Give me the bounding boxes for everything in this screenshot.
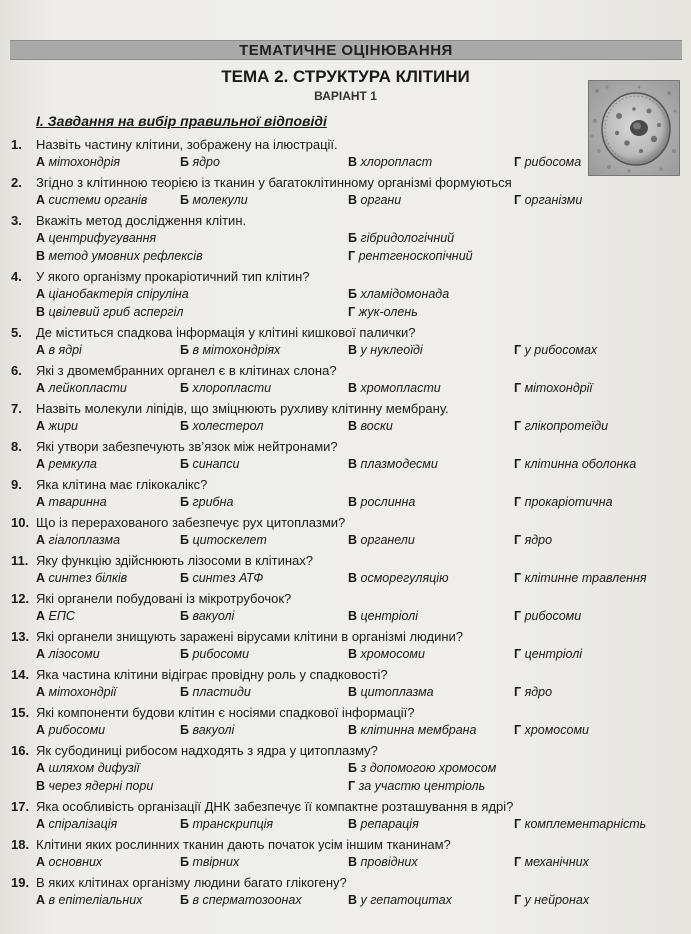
answer-option-11-4[interactable]: [514, 571, 647, 586]
question-text: Яка особливість організації ДНК забезпечує її компактне розташування в ядрі?: [36, 799, 514, 814]
option-letter: В: [348, 457, 358, 471]
option-text: хромопласти: [360, 381, 441, 395]
option-text: вакуолі: [192, 609, 235, 623]
option-text: в епітеліальних: [48, 893, 143, 907]
answer-option-11-2[interactable]: [180, 571, 263, 586]
answer-option-10-1[interactable]: [36, 533, 120, 548]
answer-option-15-3[interactable]: [348, 723, 477, 738]
answer-option-9-1[interactable]: [36, 495, 107, 510]
option-text: органели: [360, 533, 415, 547]
option-text: цвілевий гриб аспергіл: [48, 305, 184, 319]
answer-option-12-2[interactable]: [180, 609, 234, 624]
assessment-banner: ТЕМАТИЧНЕ ОЦІНЮВАННЯ: [10, 40, 682, 60]
question-2: [11, 175, 512, 191]
question-number: 1.: [11, 137, 22, 152]
option-text: лейкопласти: [48, 381, 127, 395]
answer-option-9-2[interactable]: [180, 495, 233, 510]
answer-option-13-2[interactable]: [180, 647, 249, 662]
option-letter: Б: [180, 457, 189, 471]
answer-option-9-3[interactable]: [348, 495, 415, 510]
question-text: У якого організму прокаріотичний тип клітин?: [36, 269, 310, 284]
option-text: хлоропласт: [360, 155, 433, 169]
option-letter: В: [36, 305, 46, 319]
option-text: у нуклеоїді: [360, 343, 423, 357]
question-number: 11.: [11, 553, 29, 568]
option-text: мітохондрії: [524, 381, 593, 395]
question-12: [11, 591, 291, 607]
question-text: Що із перерахованого забезпечує рух цитоплазми?: [36, 515, 346, 530]
answer-option-17-3[interactable]: [348, 817, 419, 832]
question-number: 17.: [11, 799, 30, 814]
option-text: спіралізація: [48, 817, 118, 831]
question-number: 8.: [11, 439, 22, 454]
question-text: Які з двомембранних органел є в клітинах слона?: [36, 363, 337, 378]
option-text: комплементарність: [524, 817, 647, 831]
option-letter: Б: [180, 855, 189, 869]
answer-option-3-4[interactable]: [348, 249, 473, 264]
option-letter: А: [36, 231, 46, 245]
question-14: [11, 667, 388, 683]
option-text: хламідомонада: [360, 287, 450, 301]
answer-option-19-4[interactable]: [514, 893, 589, 908]
option-letter: Г: [514, 855, 522, 869]
answer-option-6-3[interactable]: [348, 381, 441, 396]
option-text: твірних: [192, 855, 240, 869]
option-letter: В: [348, 817, 358, 831]
option-text: у нейронах: [524, 893, 590, 907]
option-text: ядро: [192, 155, 220, 169]
variant-label: ВАРІАНТ 1: [314, 89, 377, 103]
question-text: Яку функцію здійснюють лізосоми в клітинах?: [36, 553, 313, 568]
option-text: транскрипція: [192, 817, 274, 831]
option-letter: Б: [180, 817, 189, 831]
option-letter: Г: [514, 685, 522, 699]
option-text: тваринна: [48, 495, 107, 509]
question-number: 5.: [11, 325, 22, 340]
option-letter: В: [348, 609, 358, 623]
question-text: Назвіть частину клітини, зображену на ілюстрації.: [36, 137, 338, 152]
answer-option-2-4[interactable]: [514, 193, 582, 208]
option-text: ядро: [524, 533, 553, 547]
answer-option-15-1[interactable]: [36, 723, 105, 738]
option-letter: Г: [514, 817, 522, 831]
option-text: рибосома: [524, 155, 582, 169]
question-text: Згідно з клітинною теорією із тканин у багатоклітинному організмі формуються: [36, 175, 512, 190]
option-letter: А: [36, 647, 46, 661]
option-letter: А: [36, 723, 46, 737]
option-letter: Б: [180, 381, 189, 395]
option-text: в ядрі: [48, 343, 82, 357]
answer-option-19-1[interactable]: [36, 893, 142, 908]
answer-option-10-4[interactable]: [514, 533, 552, 548]
option-text: за участю центріоль: [358, 779, 486, 793]
option-text: мітохондрії: [48, 685, 117, 699]
question-5: [11, 325, 416, 341]
option-text: організми: [524, 193, 583, 207]
option-letter: А: [36, 893, 46, 907]
option-text: шляхом дифузії: [48, 761, 140, 775]
option-letter: А: [36, 855, 46, 869]
answer-option-3-3[interactable]: [36, 249, 203, 264]
question-text: Клітини яких рослинних тканин дають початок усім іншим тканинам?: [36, 837, 451, 852]
option-text: рибосоми: [48, 723, 106, 737]
answer-option-8-1[interactable]: [36, 457, 97, 472]
option-text: з допомогою хромосом: [360, 761, 497, 775]
option-letter: А: [36, 495, 46, 509]
option-letter: Г: [514, 495, 522, 509]
option-letter: Б: [180, 571, 189, 585]
answer-option-14-3[interactable]: [348, 685, 434, 700]
answer-option-5-2[interactable]: [180, 343, 280, 358]
question-number: 10.: [11, 515, 30, 530]
answer-option-11-1[interactable]: [36, 571, 127, 586]
answer-option-12-4[interactable]: [514, 609, 581, 624]
question-text: Вкажіть метод дослідження клітин.: [36, 213, 247, 228]
option-letter: Б: [180, 647, 189, 661]
answer-option-7-4[interactable]: [514, 419, 608, 434]
question-6: [11, 363, 337, 379]
question-4: [11, 269, 310, 285]
question-19: [11, 875, 347, 891]
option-letter: В: [36, 249, 46, 263]
option-letter: А: [36, 533, 46, 547]
option-letter: Г: [514, 457, 522, 471]
answer-option-15-4[interactable]: [514, 723, 589, 738]
option-letter: Г: [514, 571, 522, 585]
answer-option-3-1[interactable]: [36, 231, 156, 246]
option-letter: В: [348, 193, 358, 207]
option-letter: В: [348, 155, 358, 169]
question-11: [11, 553, 313, 569]
question-text: Яка частина клітини відіграє провідну роль у спадковості?: [36, 667, 388, 682]
option-letter: В: [348, 893, 358, 907]
option-letter: Б: [180, 155, 189, 169]
question-17: [11, 799, 513, 815]
option-letter: В: [348, 343, 358, 357]
answer-option-15-2[interactable]: [180, 723, 234, 738]
question-text: Назвіть молекули ліпідів, що зміцнюють рухливу клітинну мембрану.: [36, 401, 449, 416]
answer-option-13-4[interactable]: [514, 647, 582, 662]
option-text: рибосоми: [192, 647, 250, 661]
answer-option-16-3[interactable]: [36, 779, 153, 794]
question-text: Яка клітина має глікокалікс?: [36, 477, 208, 492]
answer-option-17-4[interactable]: [514, 817, 646, 832]
answer-option-12-3[interactable]: [348, 609, 418, 624]
answer-option-1-4[interactable]: [514, 155, 581, 170]
answer-option-2-3[interactable]: [348, 193, 401, 208]
answer-option-14-1[interactable]: [36, 685, 116, 700]
option-text: основних: [48, 855, 103, 869]
answer-option-1-2[interactable]: [180, 155, 220, 170]
option-letter: В: [348, 723, 358, 737]
option-letter: Б: [348, 761, 357, 775]
question-number: 6.: [11, 363, 22, 378]
answer-option-7-1[interactable]: [36, 419, 78, 434]
option-text: плазмодесми: [360, 457, 438, 471]
question-number: 19.: [11, 875, 30, 890]
option-letter: В: [348, 647, 358, 661]
option-letter: В: [348, 533, 358, 547]
option-text: провідних: [360, 855, 418, 869]
answer-option-19-3[interactable]: [348, 893, 452, 908]
option-letter: Б: [180, 893, 189, 907]
question-13: [11, 629, 463, 645]
option-letter: Г: [514, 193, 522, 207]
option-text: молекули: [192, 193, 248, 207]
question-text: Які компоненти будови клітин є носіями спадкової інформації?: [36, 705, 415, 720]
question-number: 9.: [11, 477, 22, 492]
question-number: 4.: [11, 269, 22, 284]
question-3: [11, 213, 246, 229]
option-text: глікопротеїди: [524, 419, 609, 433]
option-letter: В: [348, 381, 358, 395]
option-text: рослинна: [360, 495, 416, 509]
option-letter: Г: [514, 723, 522, 737]
option-text: рентгеноскопічний: [358, 249, 473, 263]
option-letter: В: [348, 855, 358, 869]
answer-option-16-2[interactable]: [348, 761, 496, 776]
option-letter: Б: [180, 419, 189, 433]
answer-option-3-2[interactable]: [348, 231, 454, 246]
question-1: [11, 137, 338, 153]
option-text: гібридологічний: [360, 231, 455, 245]
answer-option-14-4[interactable]: [514, 685, 552, 700]
answer-option-19-2[interactable]: [180, 893, 302, 908]
option-text: гіалоплазма: [48, 533, 121, 547]
answer-option-5-3[interactable]: [348, 343, 423, 358]
question-18: [11, 837, 451, 853]
option-letter: А: [36, 685, 46, 699]
answer-option-14-2[interactable]: [180, 685, 251, 700]
option-letter: В: [348, 419, 358, 433]
option-letter: А: [36, 761, 46, 775]
answer-option-7-2[interactable]: [180, 419, 263, 434]
question-7: [11, 401, 449, 417]
option-text: цитоплазма: [360, 685, 434, 699]
option-text: механічних: [524, 855, 589, 869]
option-text: метод умовних рефлексів: [48, 249, 203, 263]
answer-option-8-3[interactable]: [348, 457, 438, 472]
option-letter: А: [36, 457, 46, 471]
answer-option-6-4[interactable]: [514, 381, 592, 396]
option-letter: А: [36, 609, 46, 623]
option-text: у рибосомах: [524, 343, 598, 357]
option-text: ремкула: [48, 457, 97, 471]
answer-option-5-1[interactable]: [36, 343, 82, 358]
option-text: жук-олень: [358, 305, 418, 319]
option-letter: А: [36, 343, 46, 357]
question-number: 2.: [11, 175, 22, 190]
option-text: жири: [48, 419, 78, 433]
question-text: Де міститься спадкова інформація у клітині кишкової палички?: [36, 325, 416, 340]
answer-option-10-2[interactable]: [180, 533, 267, 548]
answer-option-18-3[interactable]: [348, 855, 418, 870]
topic-title: ТЕМА 2. СТРУКТУРА КЛІТИНИ: [221, 67, 470, 86]
question-text: Які органели побудовані із мікротрубочок?: [36, 591, 292, 606]
option-text: центрифугування: [48, 231, 157, 245]
answer-option-9-4[interactable]: [514, 495, 613, 510]
option-text: холестерол: [192, 419, 264, 433]
option-letter: А: [36, 155, 46, 169]
option-text: через ядерні пори: [48, 779, 154, 793]
option-text: пластиди: [192, 685, 251, 699]
question-number: 14.: [11, 667, 30, 682]
option-text: синапси: [192, 457, 240, 471]
answer-option-5-4[interactable]: [514, 343, 597, 358]
answer-option-4-2[interactable]: [348, 287, 449, 302]
option-letter: Б: [180, 193, 189, 207]
option-letter: Б: [180, 723, 189, 737]
option-letter: Б: [348, 287, 357, 301]
question-text: В яких клітинах організму людини багато глікогену?: [36, 875, 347, 890]
option-text: ЕПС: [48, 609, 75, 623]
option-text: синтез білків: [48, 571, 128, 585]
option-text: мітохондрія: [48, 155, 121, 169]
option-text: репарація: [360, 817, 419, 831]
option-text: хлоропласти: [192, 381, 272, 395]
option-text: рибосоми: [524, 609, 582, 623]
option-text: воски: [360, 419, 393, 433]
question-9: [11, 477, 207, 493]
option-letter: Г: [514, 381, 522, 395]
answer-option-8-4[interactable]: [514, 457, 636, 472]
option-letter: В: [36, 779, 46, 793]
question-8: [11, 439, 338, 455]
option-text: лізосоми: [48, 647, 100, 661]
option-text: клітинна оболонка: [524, 457, 637, 471]
question-10: [11, 515, 345, 531]
question-text: Які утвори забезпечують зв’язок між нейтронами?: [36, 439, 338, 454]
option-text: ядро: [524, 685, 553, 699]
question-number: 13.: [11, 629, 30, 644]
option-letter: Г: [348, 249, 356, 263]
option-letter: Г: [514, 647, 522, 661]
option-letter: Г: [348, 305, 356, 319]
option-text: ціанобактерія спіруліна: [48, 287, 189, 301]
answer-option-11-3[interactable]: [348, 571, 448, 586]
option-letter: В: [348, 571, 358, 585]
answer-option-6-2[interactable]: [180, 381, 271, 396]
answer-option-2-2[interactable]: [180, 193, 248, 208]
option-letter: А: [36, 419, 46, 433]
option-text: клітинна мембрана: [360, 723, 477, 737]
option-letter: А: [36, 287, 46, 301]
option-text: системи органів: [48, 193, 148, 207]
option-text: осморегуляцію: [360, 571, 449, 585]
option-letter: Б: [180, 343, 189, 357]
option-letter: А: [36, 381, 46, 395]
option-text: в мітохондріях: [192, 343, 281, 357]
option-text: прокаріотична: [524, 495, 613, 509]
option-letter: Г: [514, 155, 522, 169]
option-letter: Б: [348, 231, 357, 245]
answer-option-13-3[interactable]: [348, 647, 425, 662]
option-letter: Г: [514, 343, 522, 357]
option-letter: В: [348, 685, 358, 699]
option-letter: В: [348, 495, 358, 509]
answer-option-4-4[interactable]: [348, 305, 418, 320]
option-letter: Б: [180, 495, 189, 509]
option-text: центріолі: [360, 609, 418, 623]
option-text: центріолі: [524, 647, 583, 661]
answer-option-17-2[interactable]: [180, 817, 273, 832]
option-text: у гепатоцитах: [360, 893, 452, 907]
question-number: 3.: [11, 213, 22, 228]
answer-option-6-1[interactable]: [36, 381, 127, 396]
option-letter: Г: [514, 893, 522, 907]
answer-option-18-1[interactable]: [36, 855, 102, 870]
option-letter: А: [36, 571, 46, 585]
option-letter: А: [36, 817, 46, 831]
option-letter: Б: [180, 609, 189, 623]
option-letter: Г: [514, 533, 522, 547]
option-text: хромосоми: [360, 647, 425, 661]
question-number: 15.: [11, 705, 30, 720]
answer-option-10-3[interactable]: [348, 533, 415, 548]
option-letter: Г: [348, 779, 356, 793]
answer-option-18-2[interactable]: [180, 855, 239, 870]
option-text: органи: [360, 193, 402, 207]
option-text: в сперматозоонах: [192, 893, 302, 907]
answer-option-16-1[interactable]: [36, 761, 139, 776]
answer-option-2-1[interactable]: [36, 193, 147, 208]
answer-option-1-1[interactable]: [36, 155, 120, 170]
question-text: Як субодиниці рибосом надходять з ядра у цитоплазму?: [36, 743, 378, 758]
option-text: синтез АТФ: [192, 571, 264, 585]
option-text: вакуолі: [192, 723, 235, 737]
question-number: 7.: [11, 401, 22, 416]
question-16: [11, 743, 378, 759]
answer-option-4-3[interactable]: [36, 305, 183, 320]
option-letter: Б: [180, 685, 189, 699]
option-letter: Б: [180, 533, 189, 547]
option-letter: Г: [514, 609, 522, 623]
answer-option-12-1[interactable]: [36, 609, 75, 624]
option-text: грибна: [192, 495, 234, 509]
question-number: 18.: [11, 837, 30, 852]
question-number: 12.: [11, 591, 30, 606]
answer-option-4-1[interactable]: [36, 287, 189, 302]
answer-option-18-4[interactable]: [514, 855, 589, 870]
answer-option-16-4[interactable]: [348, 779, 485, 794]
option-text: цитоскелет: [192, 533, 267, 547]
answer-option-1-3[interactable]: [348, 155, 432, 170]
option-text: клітинне травлення: [524, 571, 647, 585]
answer-option-8-2[interactable]: [180, 457, 239, 472]
answer-option-13-1[interactable]: [36, 647, 100, 662]
section-heading: І. Завдання на вибір правильної відповіді: [36, 113, 327, 129]
answer-option-7-3[interactable]: [348, 419, 393, 434]
question-number: 16.: [11, 743, 30, 758]
answer-option-17-1[interactable]: [36, 817, 117, 832]
question-15: [11, 705, 415, 721]
option-letter: Г: [514, 419, 522, 433]
option-letter: А: [36, 193, 46, 207]
option-text: хромосоми: [524, 723, 589, 737]
question-text: Які органели знищують заражені вірусами клітини в організмі людини?: [36, 629, 464, 644]
